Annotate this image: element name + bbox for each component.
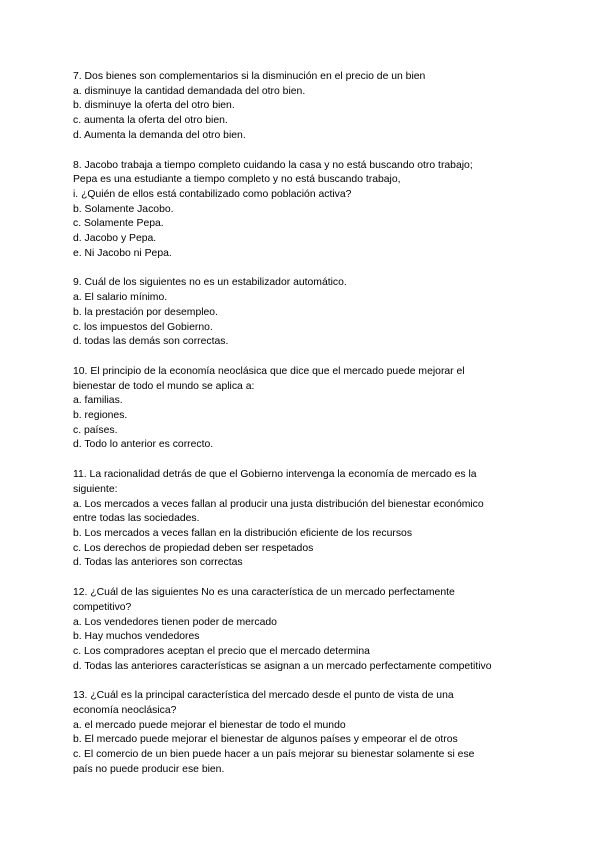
- question-12-option-c: c. Los compradores aceptan el precio que el mercado determina: [73, 645, 370, 657]
- question-8-stem-line-1: 8. Jacobo trabaja a tiempo completo cuidando la casa y no está buscando otro trabajo;: [73, 159, 473, 171]
- question-8-stem-line-2: Pepa es una estudiante a tiempo completo y no está buscando trabajo,: [73, 174, 401, 186]
- question-7-option-d: d. Aumenta la demanda del otro bien.: [73, 129, 246, 141]
- question-10-option-d: d. Todo lo anterior es correcto.: [73, 439, 214, 451]
- question-7: [73, 70, 533, 144]
- question-10: [73, 365, 533, 453]
- question-10-option-c: c. países.: [73, 424, 118, 436]
- question-7-stem: 7. Dos bienes son complementarios si la disminución en el precio de un bien: [73, 71, 426, 82]
- question-11-option-a-line-2: entre todas las sociedades.: [73, 513, 200, 525]
- question-13-option-c-line-2: país no puede producir ese bien.: [73, 763, 225, 775]
- question-10-option-a: a. familias.: [73, 395, 123, 407]
- question-9-option-c: c. los impuestos del Gobierno.: [73, 321, 213, 333]
- question-9-option-a: a. El salario mínimo.: [73, 292, 168, 304]
- question-12-stem-line-2: competitivo?: [73, 601, 132, 613]
- question-8-option-c: c. Solamente Pepa.: [73, 218, 164, 230]
- question-12: [73, 586, 533, 674]
- question-11-option-c: c. Los derechos de propiedad deben ser respetados: [73, 542, 314, 554]
- question-10-option-b: b. regiones.: [73, 410, 128, 422]
- question-12-stem-line-1: 12. ¿Cuál de las siguientes No es una característica de un mercado perfectamente: [73, 587, 455, 599]
- question-10-stem-line-2: bienestar de todo el mundo se aplica a:: [73, 380, 255, 392]
- question-13: [73, 689, 533, 777]
- question-10-stem-line-1: 10. El principio de la economía neoclásica que dice que el mercado puede mejorar el: [73, 365, 465, 377]
- question-8-option-d: d. Jacobo y Pepa.: [73, 233, 157, 245]
- question-9-option-d: d. todas las demás son correctas.: [73, 336, 229, 348]
- question-8-option-b: b. Solamente Jacobo.: [73, 203, 174, 215]
- question-11-option-a-line-1: a. Los mercados a veces fallan al producir una justa distribución del bienestar económico: [73, 498, 484, 510]
- question-11-stem-line-1: 11. La racionalidad detrás de que el Gobierno intervenga la economía de mercado es la: [73, 469, 477, 481]
- question-12-option-a: a. Los vendedores tienen poder de mercado: [73, 616, 277, 628]
- document-page: [73, 70, 533, 793]
- question-12-option-b: b. Hay muchos vendedores: [73, 631, 200, 643]
- question-11-option-b: b. Los mercados a veces fallan en la distribución eficiente de los recursos: [73, 527, 413, 539]
- question-13-option-b: b. El mercado puede mejorar el bienestar de algunos países y empeorar el de otros: [73, 734, 458, 746]
- question-7-option-c: c. aumenta la oferta del otro bien.: [73, 115, 228, 127]
- question-13-stem-line-1: 13. ¿Cuál es la principal característica del mercado desde el punto de vista de una: [73, 690, 454, 702]
- question-7-option-b: b. disminuye la oferta del otro bien.: [73, 100, 235, 112]
- question-8-stem-line-3: i. ¿Quién de ellos está contabilizado como población activa?: [73, 188, 352, 200]
- question-13-option-c-line-1: c. El comercio de un bien puede hacer a un país mejorar su bienestar solamente si ese: [73, 749, 475, 761]
- question-12-option-d: d. Todas las anteriores características se asignan a un mercado perfectamente competitivo: [73, 660, 492, 672]
- question-11-stem-line-2: siguiente:: [73, 483, 118, 495]
- question-13-stem-line-2: economía neoclásica?: [73, 705, 177, 717]
- question-11: [73, 468, 533, 571]
- question-13-option-a: a. el mercado puede mejorar el bienestar de todo el mundo: [73, 719, 346, 731]
- question-9-option-b: b. la prestación por desempleo.: [73, 306, 218, 318]
- question-11-option-d: d. Todas las anteriores son correctas: [73, 557, 243, 569]
- question-9: [73, 276, 533, 350]
- question-8-option-e: e. Ni Jacobo ni Pepa.: [73, 247, 172, 259]
- question-9-stem: 9. Cuál de los siguientes no es un estabilizador automático.: [73, 277, 347, 289]
- question-7-option-a: a. disminuye la cantidad demandada del otro bien.: [73, 85, 306, 97]
- question-8: [73, 159, 533, 262]
